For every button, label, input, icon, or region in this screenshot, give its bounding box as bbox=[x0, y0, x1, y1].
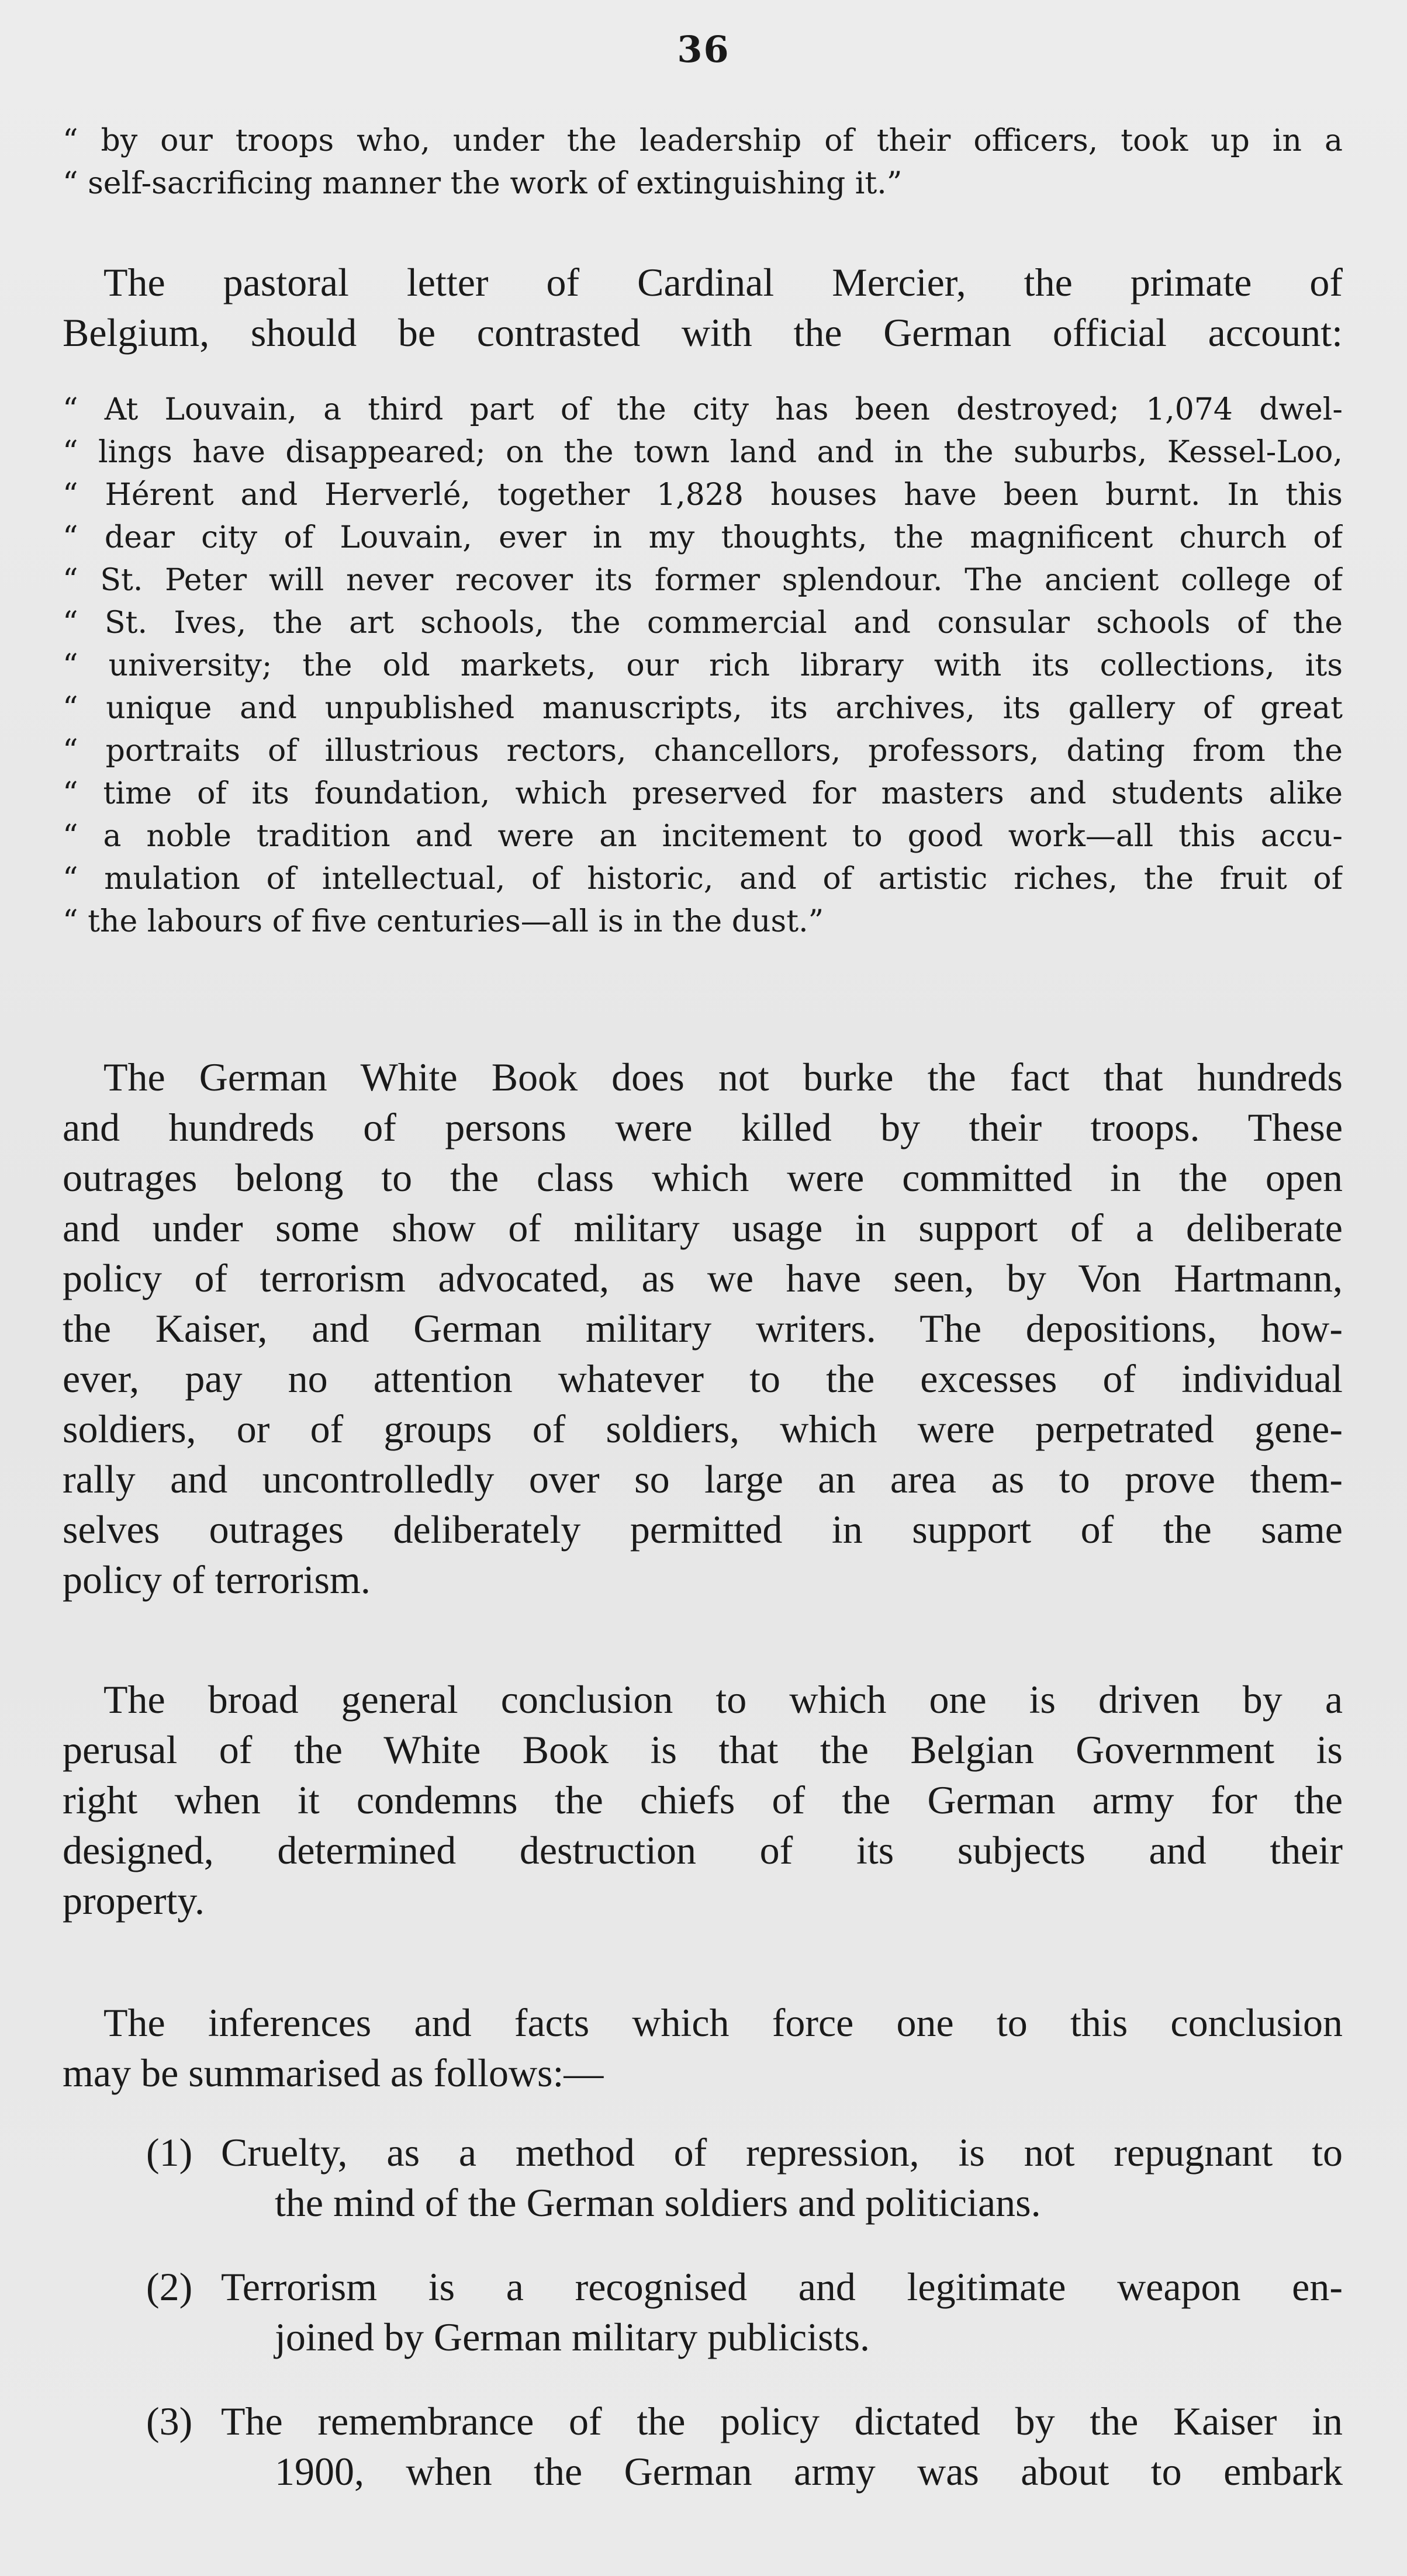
quote-line: “ St. Ives, the art schools, the commercial and consular schools of the bbox=[63, 605, 1343, 640]
paragraph-line: right when it condemns the chiefs of the German army for the bbox=[63, 1778, 1343, 1822]
quote-line: “ At Louvain, a third part of the city has been destroyed; 1,074 dwel- bbox=[63, 392, 1343, 427]
paragraph-line: The broad general conclusion to which one is driven by a bbox=[103, 1677, 1343, 1722]
quote-line: “ mulation of intellectual, of historic, and of artistic riches, the fruit of bbox=[63, 861, 1343, 896]
list-item-text bbox=[221, 2396, 1343, 2497]
paragraph-line: policy of terrorism. bbox=[63, 1557, 371, 1602]
paragraph-line: policy of terrorism advocated, as we have seen, by Von Hartmann, bbox=[63, 1256, 1343, 1300]
list-item-number: (1) bbox=[146, 2130, 193, 2175]
paragraph-pastoral-letter bbox=[63, 257, 1343, 358]
quote-line: “ St. Peter will never recover its former splendour. The ancient college of bbox=[63, 563, 1343, 598]
opening-quote bbox=[63, 120, 1343, 205]
paragraph-line: rally and uncontrolledly over so large an area as to prove them- bbox=[63, 1457, 1343, 1501]
quote-line: “ self-sacrificing manner the work of extinguishing it.” bbox=[63, 166, 903, 201]
list-item-number: (3) bbox=[146, 2399, 193, 2443]
paragraph-white-book bbox=[63, 1052, 1343, 1605]
quote-line: “ by our troops who, under the leadership of their officers, took up in a bbox=[63, 123, 1343, 158]
list-item bbox=[146, 2262, 1343, 2362]
paragraph-line: and hundreds of persons were killed by their troops. These bbox=[63, 1105, 1343, 1149]
paragraph-line: The inferences and facts which force one to this conclusion bbox=[103, 2000, 1343, 2045]
quote-line: “ unique and unpublished manuscripts, its archives, its gallery of great bbox=[63, 691, 1343, 726]
list-item-text bbox=[221, 2127, 1343, 2228]
paragraph-line: the Kaiser, and German military writers. The depositions, how- bbox=[63, 1306, 1343, 1351]
list-item bbox=[146, 2127, 1343, 2228]
paragraph-conclusion bbox=[63, 1674, 1343, 1926]
paragraph-inferences bbox=[63, 1997, 1343, 2098]
list-item-number: (2) bbox=[146, 2265, 193, 2309]
quote-line: “ the labours of five centuries—all is in the dust.” bbox=[63, 904, 824, 939]
paragraph-line: ever, pay no attention whatever to the excesses of individual bbox=[63, 1356, 1343, 1401]
list-item-line: 1900, when the German army was about to embark bbox=[275, 2449, 1343, 2494]
paragraph-line: The German White Book does not burke the fact that hundreds bbox=[103, 1055, 1343, 1099]
quote-line: “ Hérent and Herverlé, together 1,828 houses have been burnt. In this bbox=[63, 477, 1343, 513]
list-item-line: Cruelty, as a method of repression, is not repugnant to bbox=[221, 2130, 1343, 2175]
paragraph-line: designed, determined destruction of its subjects and their bbox=[63, 1828, 1343, 1872]
paragraph-line: property. bbox=[63, 1878, 205, 1923]
list-item-line: Terrorism is a recognised and legitimate weapon en- bbox=[221, 2265, 1343, 2309]
paragraph-line: and under some show of military usage in support of a deliberate bbox=[63, 1206, 1343, 1250]
paragraph-line: The pastoral letter of Cardinal Mercier, the primate of bbox=[103, 260, 1343, 304]
list-item bbox=[146, 2396, 1343, 2497]
quote-line: “ lings have disappeared; on the town land and in the suburbs, Kessel-Loo, bbox=[63, 435, 1343, 470]
mercier-quote bbox=[63, 389, 1343, 943]
quote-line: “ a noble tradition and were an incitement to good work—all this accu- bbox=[63, 819, 1343, 854]
paragraph-line: may be summarised as follows:— bbox=[63, 2051, 604, 2095]
page-number: 36 bbox=[677, 28, 730, 71]
list-item-line: The remembrance of the policy dictated by the Kaiser in bbox=[221, 2399, 1343, 2443]
paragraph-line: selves outrages deliberately permitted in support of the same bbox=[63, 1507, 1343, 1552]
quote-line: “ time of its foundation, which preserved for masters and students alike bbox=[63, 776, 1343, 811]
list-item-line: joined by German military publicists. bbox=[275, 2315, 870, 2359]
quote-line: “ dear city of Louvain, ever in my thoughts, the magnificent church of bbox=[63, 520, 1343, 555]
paragraph-line: outrages belong to the class which were committed in the open bbox=[63, 1155, 1343, 1200]
paragraph-line: perusal of the White Book is that the Belgian Government is bbox=[63, 1727, 1343, 1772]
quote-line: “ portraits of illustrious rectors, chancellors, professors, dating from the bbox=[63, 733, 1343, 768]
paragraph-line: Belgium, should be contrasted with the German official account: bbox=[63, 310, 1343, 355]
list-item-text bbox=[221, 2262, 1343, 2362]
quote-line: “ university; the old markets, our rich library with its collections, its bbox=[63, 648, 1343, 683]
paragraph-line: soldiers, or of groups of soldiers, which were perpetrated gene- bbox=[63, 1407, 1343, 1451]
list-item-line: the mind of the German soldiers and politicians. bbox=[275, 2180, 1041, 2225]
